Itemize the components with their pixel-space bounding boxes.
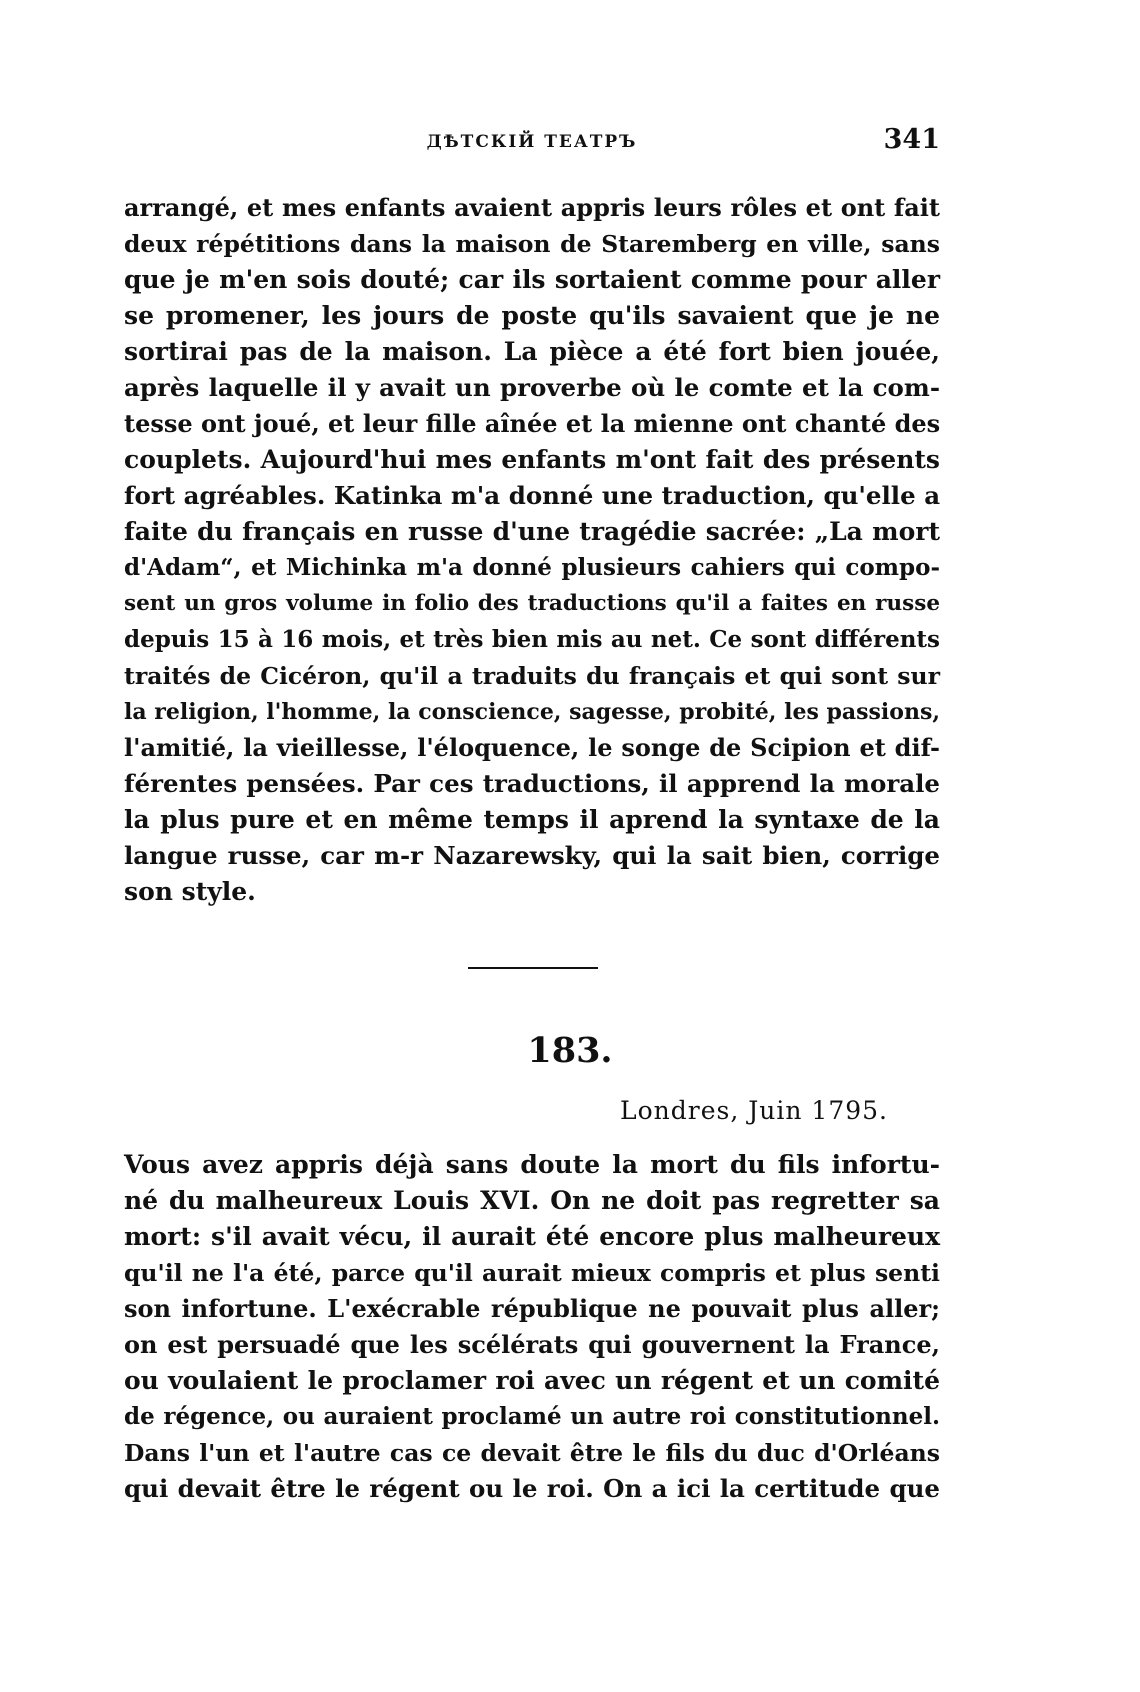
page-number: 341	[883, 124, 940, 155]
text-line: depuis 15 à 16 mois, et très bien mis au net. Ce sont différents	[124, 626, 940, 653]
text-line: fort agréables. Katinka m'a donné une traduction, qu'elle a	[124, 481, 941, 510]
running-title: ДѢТСКІЙ ТЕАТРЪ	[426, 132, 638, 152]
text-line: mort: s'il avait vécu, il aurait été encore plus malheureux	[124, 1222, 940, 1251]
text-line: langue russe, car m-r Nazarewsky, qui la sait bien, corrige	[124, 841, 940, 870]
text-line: qui devait être le régent ou le roi. On a ici la certitude que	[124, 1474, 940, 1503]
text-line: faite du français en russe d'une tragédie sacrée: „La mort	[124, 517, 940, 546]
text-line: férentes pensées. Par ces traductions, il apprend la morale	[124, 769, 940, 798]
letter-body-text	[124, 1147, 940, 1507]
text-line: deux répétitions dans la maison de Staremberg en ville, sans	[124, 230, 940, 258]
text-line: couplets. Aujourd'hui mes enfants m'ont fait des présents	[124, 445, 940, 474]
text-line: son infortune. L'exécrable république ne pouvait plus aller;	[124, 1294, 940, 1323]
text-line: la religion, l'homme, la conscience, sagesse, probité, les passions,	[124, 699, 940, 725]
text-line: que je m'en sois douté; car ils sortaient comme pour aller	[124, 265, 940, 294]
letter-dateline: Londres, Juin 1795.	[620, 1096, 888, 1125]
text-line: la plus pure et en même temps il aprend la syntaxe de la	[124, 805, 940, 834]
text-line: l'amitié, la vieillesse, l'éloquence, le songe de Scipion et dif-	[124, 733, 940, 762]
text-line: Vous avez appris déjà sans doute la mort du fils infortu-	[124, 1150, 940, 1179]
text-line: sent un gros volume in folio des traductions qu'il a faites en russe	[124, 591, 940, 616]
text-line: de régence, ou auraient proclamé un autre roi constitutionnel.	[124, 1403, 940, 1430]
text-line: traités de Cicéron, qu'il a traduits du français et qui sont sur	[124, 662, 940, 690]
text-line: on est persuadé que les scélérats qui gouvernent la France,	[124, 1330, 940, 1359]
text-line: sortirai pas de la maison. La pièce a été fort bien jouée,	[124, 337, 940, 366]
text-line: tesse ont joué, et leur fille aînée et la mienne ont chanté des	[124, 409, 941, 438]
section-divider	[468, 967, 598, 969]
text-line: arrangé, et mes enfants avaient appris leurs rôles et ont fait	[124, 193, 940, 222]
text-line: se promener, les jours de poste qu'ils savaient que je ne	[124, 301, 940, 330]
text-line: Dans l'un et l'autre cas ce devait être le fils du duc d'Orléans	[124, 1439, 940, 1467]
letter-number: 183.	[527, 1030, 613, 1071]
text-line: son style.	[124, 877, 256, 906]
text-line: né du malheureux Louis XVI. On ne doit pas regretter sa	[124, 1186, 940, 1215]
text-line: ou voulaient le proclamer roi avec un régent et un comité	[124, 1366, 940, 1395]
text-line: d'Adam“, et Michinka m'a donné plusieurs cahiers qui compo-	[124, 554, 940, 581]
letter-continuation-text	[124, 190, 940, 910]
text-line: qu'il ne l'a été, parce qu'il aurait mieux compris et plus senti	[124, 1259, 940, 1287]
running-head	[124, 124, 940, 164]
text-line: après laquelle il y avait un proverbe où le comte et la com-	[124, 373, 940, 402]
